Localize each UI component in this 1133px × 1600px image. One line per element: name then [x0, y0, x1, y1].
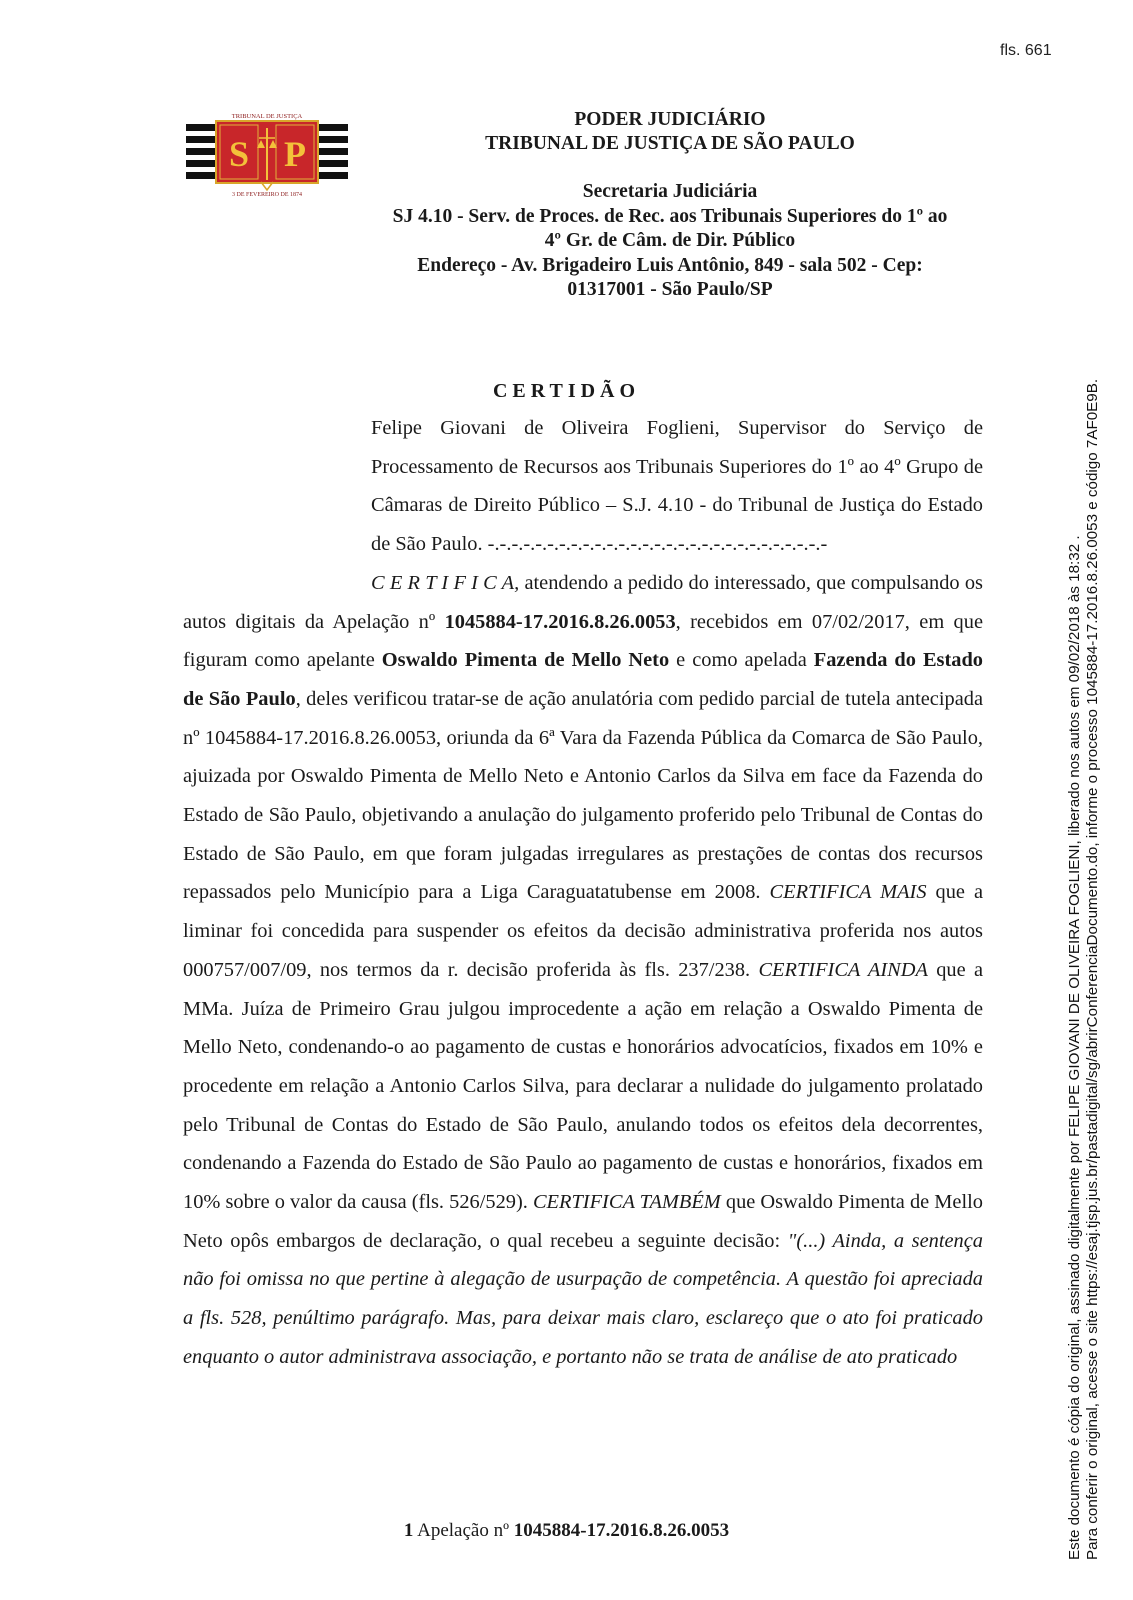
page-number: fls. 661	[1000, 42, 1052, 59]
secretariat-line-1: Secretaria Judiciária	[582, 181, 758, 202]
logo-bottom-text: 3 DE FEVEREIRO DE 1874	[232, 192, 302, 198]
logo-letter-s: S	[228, 134, 250, 174]
main-paragraph	[183, 564, 983, 1377]
body-text: que a MMa. Juíza de Primeiro Grau julgou improcedente a ação em relação a Oswaldo Pimenta de Mello Neto, condenando-o ao pagamento de custas e honorários advocatícios, fixados em 10% e procedente em relação a Antonio Carlos Silva, para declarar a nulidade do julgamento prolatado pelo Tribunal de Contas do Estado de São Paulo, anulando todos os efeitos dela decorrentes, condenando a Fazenda do Estado de São Paulo ao pagamento de custas e honorários, fixados em 10% sobre o valor da causa (fls. 526/529).	[183, 958, 983, 1214]
certifica-label: C E R T I F I C A,	[371, 571, 520, 594]
document-title: CERTIDÃO	[492, 380, 641, 402]
appellee-name: Fazenda do Estado de São Paulo	[183, 649, 984, 710]
body-text: e como apelada	[669, 649, 814, 672]
appellant-name: Oswaldo Pimenta de Mello Neto	[381, 649, 670, 672]
secretariat-block	[355, 180, 985, 303]
signature-note-line-2: Para conferir o original, acesse o site https://esaj.tjsp.jus.br/pastadigital/sg/abrirConferenciaDocumento.do, informe o processo 1045884-17.2016.8.26.0053 e código 7AF0E9B.	[1084, 378, 1101, 1560]
page-footer	[0, 1520, 1133, 1542]
secretariat-line-4: Endereço - Av. Brigadeiro Luis Antônio, 849 - sala 502 - Cep:	[417, 254, 923, 276]
body-text: , recebidos em 07/02/2017, em que figuram como apelante	[183, 610, 983, 672]
logo-letter-p: P	[284, 134, 306, 174]
footer-process-number: 1045884-17.2016.8.26.0053	[513, 1520, 730, 1541]
document-header	[355, 108, 985, 303]
body-text: que Oswaldo Pimenta de Mello Neto opôs embargos de declaração, o qual recebeu a seguinte decisão:	[183, 1191, 983, 1252]
certifica-tambem-label: CERTIFICA TAMBÉM	[532, 1191, 721, 1214]
certifica-mais-label: CERTIFICA MAIS	[769, 881, 927, 904]
body-text: atendendo a pedido do interessado, que compulsando os autos digitais da Apelação nº	[183, 571, 983, 633]
document-body	[183, 409, 983, 1377]
certifica-ainda-label: CERTIFICA AINDA	[758, 958, 928, 981]
digital-signature-note	[1066, 60, 1102, 1560]
intro-paragraph: Felipe Giovani de Oliveira Foglieni, Supervisor do Serviço de Processamento de Recursos aos Tribunais Superiores do 1º ao 4º Grupo de Câmaras de Direito Público – S.J. 4.10 - do Tribunal de Justiça do Estado de São Paulo. -.-.-.-.-.-.-.-.-.-.-.-.-.-.-.-.-.-.-.-.-.-.-.-.-.-.-.-.-	[371, 417, 983, 556]
footer-page-number: 1	[403, 1520, 414, 1541]
secretariat-line-3: 4º Gr. de Câm. de Dir. Público	[544, 230, 796, 251]
signature-note-line-1: Este documento é cópia do original, assinado digitalmente por FELIPE GIOVANI DE OLIVEIRA FOGLIENI, liberado nos autos em 09/02/2018 às 18:32 .	[1066, 535, 1083, 1560]
secretariat-line-2: SJ 4.10 - Serv. de Proces. de Rec. aos Tribunais Superiores do 1º ao	[392, 205, 948, 227]
footer-label: Apelação nº	[417, 1520, 509, 1541]
court-logo	[186, 110, 348, 200]
decision-quote: "(...) Ainda, a sentença não foi omissa no que pertine à alegação de usurpação de competência. A questão foi apreciada a fls. 528, penúltimo parágrafo. Mas, para deixar mais claro, esclareço que o ato foi praticado enquanto o autor administrava associação, e portanto não se trata de análise de ato praticado	[183, 1229, 983, 1368]
header-line-2: TRIBUNAL DE JUSTIÇA DE SÃO PAULO	[485, 133, 855, 154]
header-line-1: PODER JUDICIÁRIO	[574, 109, 766, 130]
secretariat-line-5: 01317001 - São Paulo/SP	[567, 279, 773, 300]
logo-top-text: TRIBUNAL DE JUSTIÇA	[231, 113, 303, 120]
body-text: que a liminar foi concedida para suspender os efeitos da decisão administrativa proferida nos autos 000757/007/09, nos termos da r. decisão proferida às fls. 237/238.	[183, 881, 983, 981]
body-text: , deles verificou tratar-se de ação anulatória com pedido parcial de tutela antecipada nº 1045884-17.2016.8.26.0053, oriunda da 6ª Vara da Fazenda Pública da Comarca de São Paulo, ajuizada por Oswaldo Pimenta de Mello Neto e Antonio Carlos da Silva em face da Fazenda do Estado de São Paulo, objetivando a anulação do julgamento proferido pelo Tribunal de Contas do Estado de São Paulo, em que foram julgadas irregulares as prestações de contas dos recursos repassados pelo Município para a Liga Caraguatatubense em 2008.	[183, 687, 983, 904]
process-number: 1045884-17.2016.8.26.0053	[444, 610, 676, 633]
